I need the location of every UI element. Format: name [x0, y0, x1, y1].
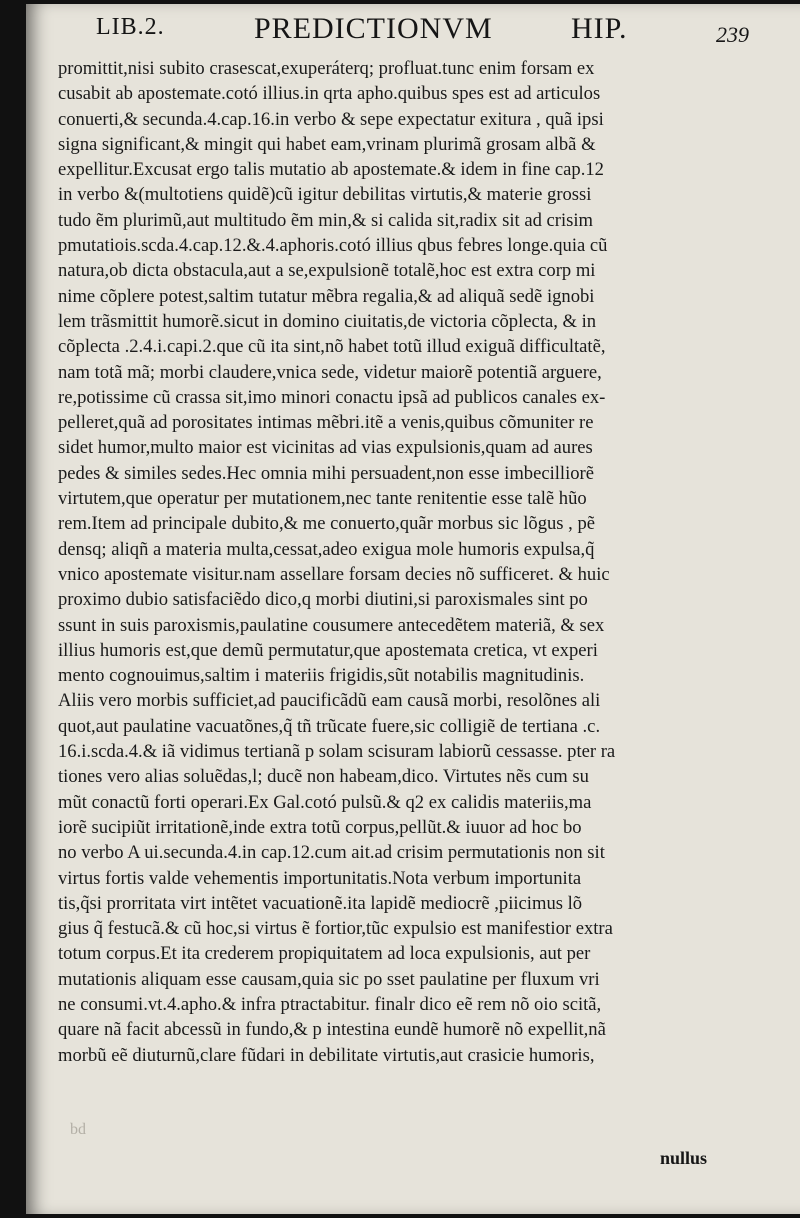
- text-line: vnico apostemate visitur.nam assellare forsam decies nõ sufficeret. & huic: [58, 563, 610, 585]
- text-line: natura,ob dicta obstacula,aut a se,expulsionẽ totalẽ,hoc est extra corp mi: [58, 260, 596, 282]
- text-line: expellitur.Excusat ergo talis mutatio ab apostemate.& idem in fine cap.12: [58, 159, 604, 181]
- page-number: 239: [716, 22, 749, 47]
- text-line: re,potissime cũ crassa sit,imo minori conactu ipsã ad publicos canales ex-: [58, 386, 606, 408]
- text-line: quot,aut paulatine vacuatõnes,q̃ tñ trũcate fuere,sic colligiẽ de tertiana .c.: [58, 715, 601, 737]
- text-line: rem.Item ad principale dubito,& me conuerto,quãr morbus sic lõgus , pẽ: [58, 513, 596, 535]
- text-line: conuerti,& secunda.4.cap.16.in verbo & sepe expectatur exitura , quã ipsi: [58, 108, 604, 130]
- text-line: ne consumi.vt.4.apho.& infra ptractabitur. finalr dico eẽ rem nõ oio scitã,: [58, 993, 602, 1015]
- text-line: lem trãsmittit humorẽ.sicut in domino ciuitatis,de victoria cõplecta, & in: [58, 310, 597, 332]
- text-line: promittit,nisi subito crasescat,exuperáterq; profluat.tunc enim forsam ex: [58, 58, 595, 79]
- text-line: mũt conactũ forti operari.Ex Gal.cotó pulsũ.& q2 ex calidis materiis,ma: [58, 791, 592, 813]
- text-line: nime cõplere potest,saltim tutatur mẽbra regalia,& ad aliquã sedẽ ignobi: [58, 285, 595, 307]
- text-line: tiones vero alias soluẽdas,l; ducẽ non habeam,dico. Virtutes nẽs cum su: [58, 766, 589, 788]
- text-line: pelleret,quã ad porositates intimas mẽbri.itẽ a venis,quibus cõmuniter re: [58, 412, 594, 434]
- catchword: nullus: [660, 1148, 708, 1168]
- text-line: sidet humor,multo maior est vicinitas ad vias expulsionis,quam ad aures: [58, 437, 593, 459]
- text-line: nam totã mã; morbi claudere,vnica sede, videtur maiorẽ potentiã arguere,: [58, 361, 602, 383]
- header-book-number: LIB.2.: [96, 14, 165, 40]
- text-line: signa significant,& mingit qui habet eam,vrinam plurimã grosam albã &: [58, 133, 596, 155]
- text-line: proximo dubio satisfaciẽdo dico,q morbi diutini,si paroxismales sint po: [58, 589, 588, 611]
- header-author: HIP.: [571, 12, 628, 45]
- body-text: [58, 56, 744, 1068]
- text-line: densq; aliqñ a materia multa,cessat,adeo exigua mole humoris expulsa,q̃: [58, 538, 595, 560]
- running-header: [96, 12, 756, 46]
- text-line: Aliis vero morbis sufficiet,ad paucificãdũ eam causã morbi, resolõnes ali: [58, 690, 601, 712]
- book-page: [26, 4, 800, 1214]
- text-line: iorẽ sucipiũt irritationẽ,inde extra totũ corpus,pellũt.& iuuor ad hoc bo: [58, 816, 582, 838]
- text-line: morbũ eẽ diuturnũ,clare fũdari in debilitate virtutis,aut crasicie humoris,: [58, 1044, 595, 1066]
- text-line: cusabit ab apostemate.cotó illius.in qrta apho.quibus spes est ad articulos: [58, 83, 601, 105]
- text-line: virtutem,que operatur per mutationem,nec tante renitentie esse talẽ hũo: [58, 488, 587, 510]
- text-line: mento cognouimus,saltim i materiis frigidis,sũt notabilis magnitudinis.: [58, 665, 585, 687]
- text-line: ssunt in suis paroxismis,paulatine cousumere antecedẽtem materiã, & sex: [58, 614, 605, 636]
- bleed-through-mark: bd: [70, 1121, 86, 1138]
- text-line: 16.i.scda.4.& iã vidimus tertianã p solam scisuram labiorũ cessasse. pter ra: [58, 741, 616, 763]
- text-line: no verbo A ui.secunda.4.in cap.12.cum ait.ad crisim permutationis non sit: [58, 842, 605, 864]
- header-title: PREDICTIONVM: [254, 12, 493, 45]
- text-line: illius humoris est,que demũ permutatur,que apostemata cretica, vt experi: [58, 639, 598, 661]
- text-line: tis,q̃si prorritata virt intẽtet vacuationẽ.ita lapidẽ mediocrẽ ,piicimus lõ: [58, 892, 583, 914]
- text-line: pmutatiois.scda.4.cap.12.&.4.aphoris.cotó illius qbus febres longe.quia cũ: [58, 235, 608, 257]
- text-line: cõplecta .2.4.i.capi.2.que cũ ita sint,nõ habet totũ illud exiguã difficultatẽ,: [58, 336, 606, 358]
- text-line: tudo ẽm plurimũ,aut multitudo ẽm min,& si calida sit,radix sit ad crisim: [58, 209, 594, 231]
- text-line: quare nã facit abcessũ in fundo,& p intestina eundẽ humorẽ nõ expellit,nã: [58, 1019, 606, 1041]
- text-line: pedes & similes sedes.Hec omnia mihi persuadent,non esse imbecilliorẽ: [58, 462, 594, 484]
- text-line: gius q̃ festucã.& cũ hoc,si virtus ẽ fortior,tũc expulsio est manifestior extra: [58, 918, 613, 940]
- text-line: virtus fortis valde vehementis importunitatis.Nota verbum importunita: [58, 867, 582, 889]
- text-line: totum corpus.Et ita crederem propiquitatem ad loca expulsionis, aut per: [58, 943, 591, 965]
- text-line: in verbo &(multotiens quidẽ)cũ igitur debilitas virtutis,& materie grossi: [58, 184, 592, 206]
- text-line: mutationis aliquam esse causam,quia sic po sset paulatine per fluxum vri: [58, 968, 600, 990]
